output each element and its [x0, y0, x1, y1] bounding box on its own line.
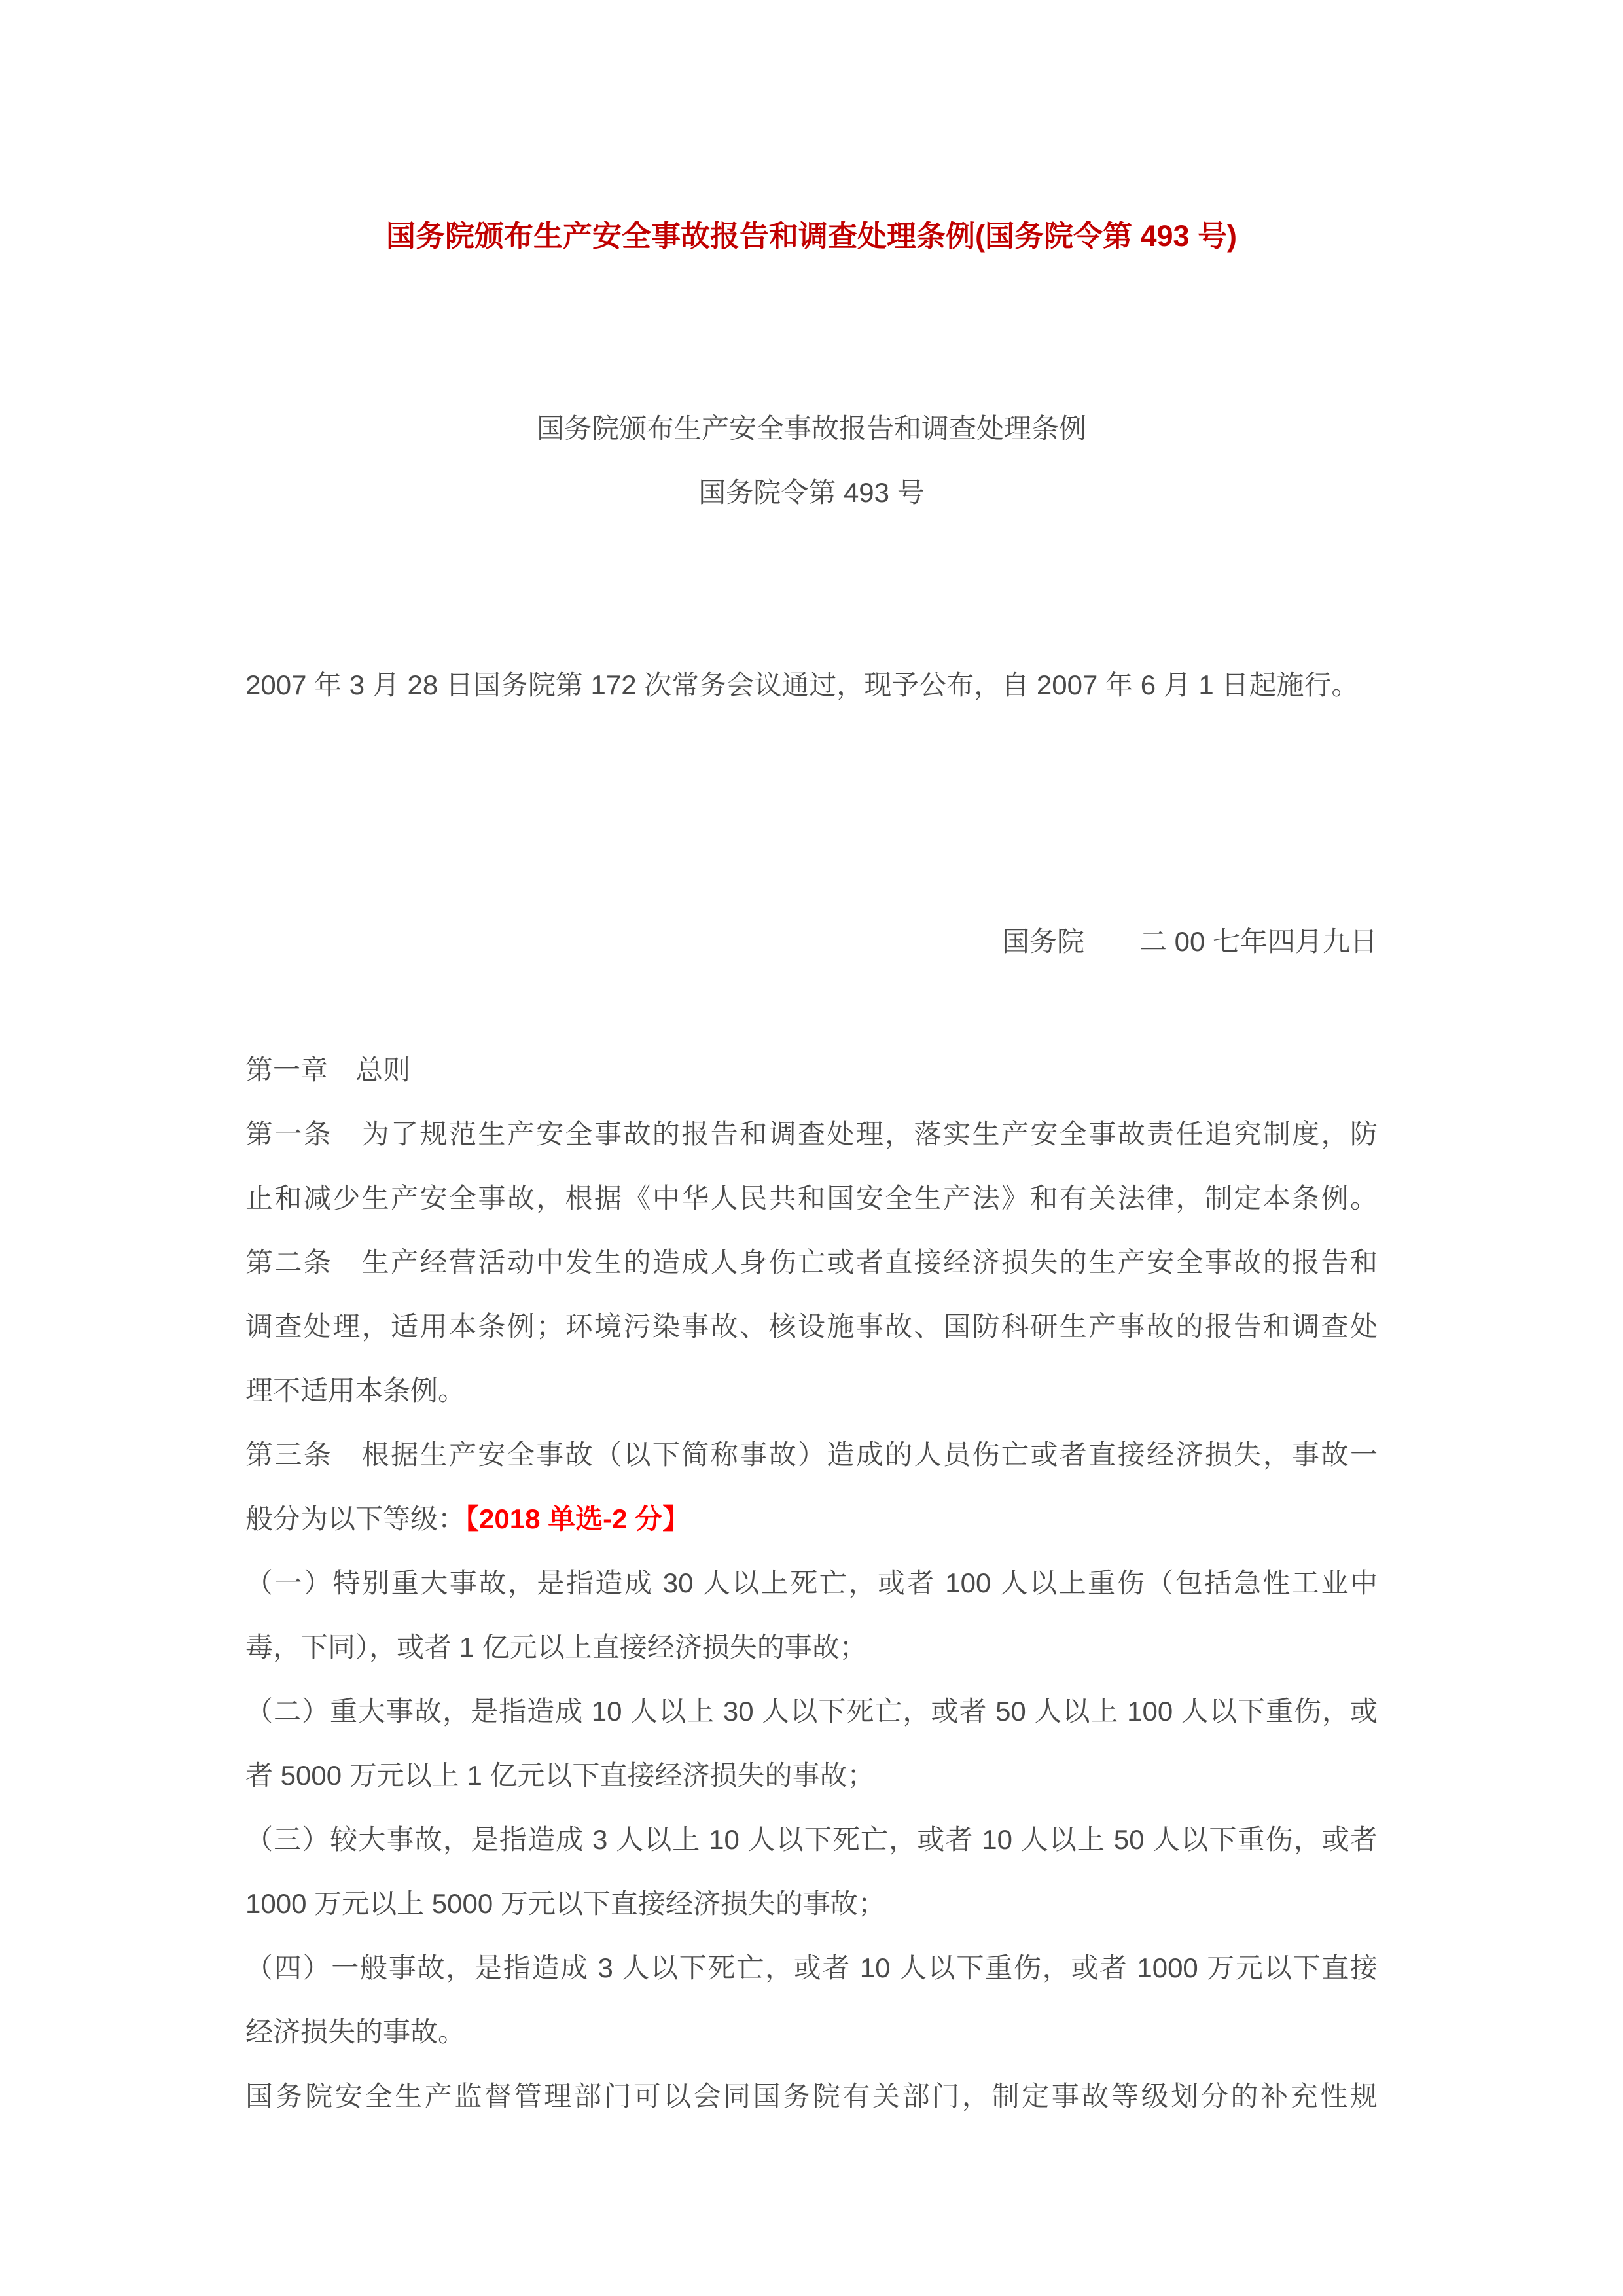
blank-line: [245, 846, 1378, 910]
grade-1-line-2: [245, 1615, 1378, 1679]
decree-number-line: [245, 461, 1378, 525]
text-run: 第一章 总则: [245, 1054, 411, 1085]
article-3-line-2: [245, 1487, 1378, 1551]
text-run: 国务院颁布生产安全事故报告和调查处理条例(国务院令第 493 号): [385, 219, 1238, 253]
text-run: 1000 万元以上 5000 万元以下直接经济损失的事故；: [245, 1888, 885, 1919]
grade-1-line-1: [245, 1551, 1378, 1615]
subtitle-line: [245, 397, 1378, 461]
grade-2-line-2: [245, 1744, 1378, 1808]
grade-3-line-1: [245, 1808, 1378, 1872]
text-run: 调查处理，适用本条例；环境污染事故、核设施事故、国防科研生产事故的报告和调查处: [245, 1311, 1378, 1342]
text-run: 第一条 为了规范生产安全事故的报告和调查处理，落实生产安全事故责任追究制度，防: [245, 1119, 1378, 1149]
grade-4-line-2: [245, 2000, 1378, 2064]
text-run: （四）一般事故，是指造成 3 人以下死亡，或者 10 人以下重伤，或者 1000 万元以下直接: [245, 1952, 1378, 1983]
text-run: 国务院 二 00 七年四月九日: [1001, 926, 1378, 957]
text-run: 经济损失的事故。: [245, 2017, 466, 2047]
document-body: [245, 204, 1378, 2128]
text-run: 毒，下同），或者 1 亿元以上直接经济损失的事故；: [245, 1632, 867, 1662]
article-2-line-1: [245, 1230, 1378, 1295]
text-run: 者 5000 万元以上 1 亿元以下直接经济损失的事故；: [245, 1760, 875, 1791]
article-1-line-2: [245, 1166, 1378, 1230]
blank-line: [245, 589, 1378, 653]
signature-line: [245, 910, 1378, 974]
chapter-heading: [245, 1038, 1378, 1102]
blank-line: [245, 332, 1378, 397]
promulgation-line: [245, 653, 1378, 717]
text-run: 般分为以下等级：: [245, 1503, 466, 1534]
blank-line: [245, 717, 1378, 781]
text-run: 理不适用本条例。: [245, 1375, 466, 1406]
grade-2-line-1: [245, 1679, 1378, 1744]
text-run: （二）重大事故，是指造成 10 人以上 30 人以下死亡，或者 50 人以上 100 人以下重伤，或: [245, 1696, 1378, 1727]
grade-3-line-2: [245, 1872, 1378, 1936]
text-run: 国务院颁布生产安全事故报告和调查处理条例: [536, 413, 1086, 444]
article-1-line-1: [245, 1102, 1378, 1166]
blank-line: [245, 781, 1378, 846]
blank-line: [245, 525, 1378, 589]
text-run: 国务院令第 493 号: [698, 477, 925, 508]
exam-tag: 【2018 单选-2 分】: [465, 1503, 690, 1534]
text-run: 止和减少生产安全事故，根据《中华人民共和国安全生产法》和有关法律，制定本条例。: [245, 1183, 1378, 1213]
text-run: 第三条 根据生产安全事故（以下简称事故）造成的人员伤亡或者直接经济损失，事故一: [245, 1439, 1378, 1470]
text-run: （三）较大事故，是指造成 3 人以上 10 人以下死亡，或者 10 人以上 50 人以下重伤，或者: [245, 1824, 1378, 1855]
text-run: 国务院安全生产监督管理部门可以会同国务院有关部门，制定事故等级划分的补充性规: [245, 2081, 1378, 2111]
article-2-line-2: [245, 1295, 1378, 1359]
article-2-line-3: [245, 1359, 1378, 1423]
text-run: （一）特别重大事故，是指造成 30 人以上死亡，或者 100 人以上重伤（包括急性工业中: [245, 1568, 1378, 1598]
blank-line: [245, 268, 1378, 332]
document-title: [245, 204, 1378, 268]
text-run: 第二条 生产经营活动中发生的造成人身伤亡或者直接经济损失的生产安全事故的报告和: [245, 1247, 1378, 1278]
blank-line: [245, 974, 1378, 1038]
text-run: 2007 年 3 月 28 日国务院第 172 次常务会议通过，现予公布，自 2007 年 6 月 1 日起施行。: [245, 670, 1359, 700]
supplement-line: [245, 2064, 1378, 2128]
grade-4-line-1: [245, 1936, 1378, 2000]
article-3-line-1: [245, 1423, 1378, 1487]
